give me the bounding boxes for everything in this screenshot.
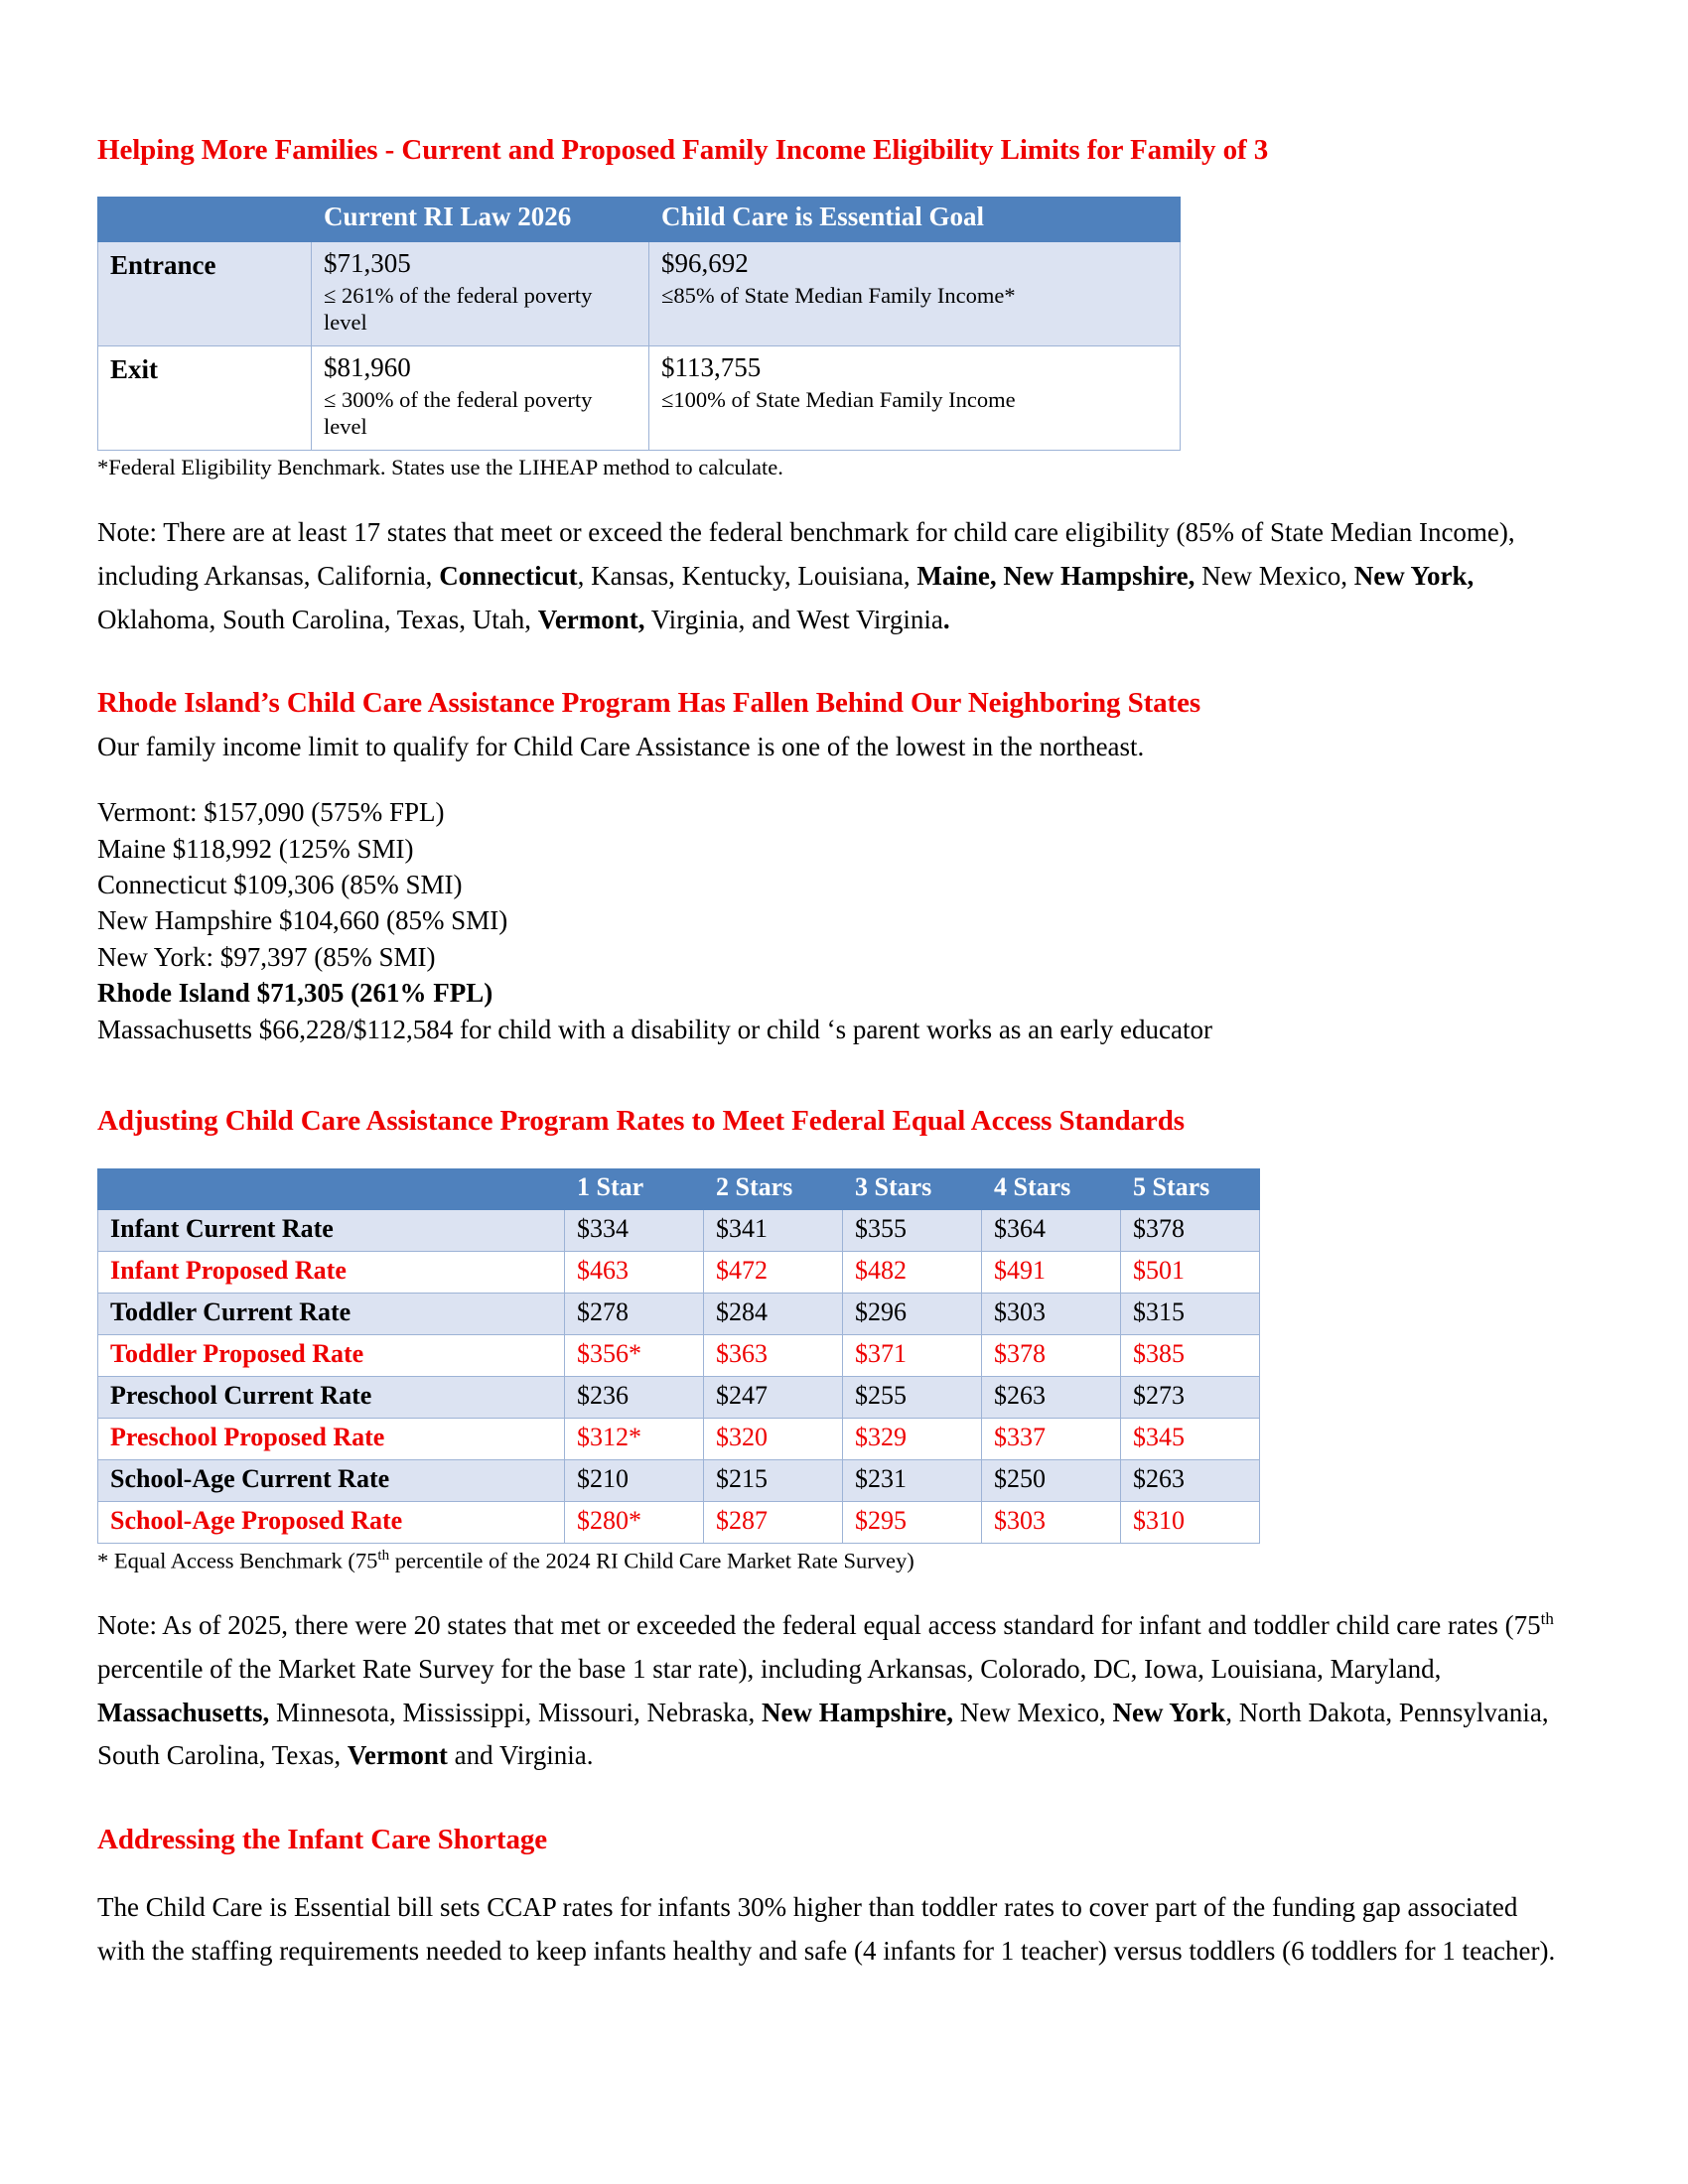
rates-cell-value: $280*	[565, 1501, 704, 1543]
table-row	[98, 1501, 1260, 1543]
state-income-limit-line: Massachusetts $66,228/$112,584 for child with a disability or child ‘s parent works as an early educator	[97, 1014, 1212, 1044]
rates-row-label: Infant Proposed Rate	[98, 1251, 565, 1293]
eligibility-col-header-current-law: Current RI Law 2026	[312, 198, 649, 242]
rates-cell-value: $287	[704, 1501, 843, 1543]
rates-cell-value: $482	[843, 1251, 982, 1293]
rates-col-header-blank	[98, 1168, 565, 1209]
rates-cell-value: $215	[704, 1459, 843, 1501]
state-income-limit-line: New York: $97,397 (85% SMI)	[97, 941, 436, 972]
section-heading-helping-more-families: Helping More Families - Current and Proposed Family Income Eligibility Limits for Family of 3	[97, 134, 1269, 166]
rates-row-label: Infant Current Rate	[98, 1209, 565, 1251]
rates-cell-value: $278	[565, 1293, 704, 1334]
state-income-limit-line: New Hampshire $104,660 (85% SMI)	[97, 905, 508, 936]
rates-cell-value: $463	[565, 1251, 704, 1293]
amount-note: ≤85% of State Median Family Income*	[661, 283, 1016, 309]
amount-note: ≤ 261% of the federal poverty level	[324, 283, 593, 336]
rates-row-label: Toddler Proposed Rate	[98, 1334, 565, 1376]
rates-cell-value: $378	[982, 1334, 1121, 1376]
eligibility-exit-goal	[649, 346, 1181, 451]
rates-cell-value: $247	[704, 1376, 843, 1418]
spacer	[97, 1139, 1559, 1168]
note-text-run: percentile of the Market Rate Survey for the base 1 star rate), including Arkansas, Colorado, DC, Iowa, Louisiana, Maryland,	[97, 1653, 1442, 1684]
rates-cell-value: $310	[1121, 1501, 1260, 1543]
note-17-states-paragraph	[97, 511, 1559, 641]
emphasis-state-name: New Hampshire,	[762, 1697, 953, 1727]
spacer	[97, 167, 1559, 197]
amount-note: ≤100% of State Median Family Income	[661, 387, 1016, 413]
state-income-limit-line: Rhode Island $71,305 (261% FPL)	[97, 978, 493, 1009]
rates-cell-value: $296	[843, 1293, 982, 1334]
eligibility-entrance-current	[312, 242, 649, 346]
note-text-run: New Mexico,	[953, 1697, 1113, 1727]
rates-cell-value: $236	[565, 1376, 704, 1418]
rates-cell-value: $284	[704, 1293, 843, 1334]
spacer	[97, 481, 1559, 511]
fallen-behind-subtext: Our family income limit to qualify for Child Care Assistance is one of the lowest in the northeast.	[97, 731, 1145, 761]
spacer	[97, 764, 1559, 794]
section-heading-infant-care-shortage: Addressing the Infant Care Shortage	[97, 1824, 548, 1856]
rates-cell-value: $329	[843, 1418, 982, 1459]
rates-cell-value: $371	[843, 1334, 982, 1376]
rates-cell-value: $303	[982, 1501, 1121, 1543]
state-income-limit-line: Vermont: $157,090 (575% FPL)	[97, 797, 445, 828]
note-text-run: Virginia, and West Virginia	[644, 604, 943, 634]
infant-care-shortage-paragraph: The Child Care is Essential bill sets CCAP rates for infants 30% higher than toddler rates to cover part of the funding gap associated with the staffing requirements needed to keep infants healthy and safe (4 infants for 1 teacher) versus toddlers (6 toddlers for 1 teacher).	[97, 1892, 1556, 1967]
emphasis-state-name: Vermont	[347, 1740, 448, 1771]
eligibility-exit-current	[312, 346, 649, 451]
table-row	[98, 1251, 1260, 1293]
spacer	[97, 1047, 1559, 1105]
note-text-run: and Virginia.	[447, 1740, 594, 1771]
eligibility-row-label-exit: Exit	[98, 346, 312, 451]
rates-row-label: School-Age Proposed Rate	[98, 1501, 565, 1543]
rates-cell-value: $491	[982, 1251, 1121, 1293]
amount-value: $113,755	[661, 352, 762, 383]
footnote-ordinal-sup: th	[377, 1547, 390, 1564]
table-header-row	[98, 1168, 1260, 1209]
rates-cell-value: $273	[1121, 1376, 1260, 1418]
rates-cell-value: $210	[565, 1459, 704, 1501]
eligibility-entrance-goal	[649, 242, 1181, 346]
table-row	[98, 1418, 1260, 1459]
rates-row-label: Toddler Current Rate	[98, 1293, 565, 1334]
rates-cell-value: $337	[982, 1418, 1121, 1459]
rates-table-footnote	[97, 1544, 1559, 1575]
note-text-run: Oklahoma, South Carolina, Texas, Utah,	[97, 604, 538, 634]
note-20-states-paragraph	[97, 1604, 1559, 1778]
eligibility-col-header-blank	[98, 198, 312, 242]
rates-cell-value: $363	[704, 1334, 843, 1376]
rates-col-header-star-3: 3 Stars	[843, 1168, 982, 1209]
amount-note: ≤ 300% of the federal poverty level	[324, 387, 593, 440]
eligibility-table-head	[98, 198, 1181, 242]
rates-cell-value: $345	[1121, 1418, 1260, 1459]
rates-row-label: Preschool Current Rate	[98, 1376, 565, 1418]
eligibility-col-header-goal: Child Care is Essential Goal	[649, 198, 1181, 242]
rates-col-header-star-1: 1 Star	[565, 1168, 704, 1209]
table-row	[98, 1334, 1260, 1376]
table-row	[98, 242, 1181, 346]
rates-cell-value: $334	[565, 1209, 704, 1251]
rates-cell-value: $501	[1121, 1251, 1260, 1293]
amount-value: $96,692	[661, 248, 749, 279]
rates-cell-value: $263	[1121, 1459, 1260, 1501]
table-row	[98, 1209, 1260, 1251]
amount-value: $71,305	[324, 248, 411, 279]
eligibility-table-footnote: *Federal Eligibility Benchmark. States use the LIHEAP method to calculate.	[97, 455, 783, 480]
rates-row-label: School-Age Current Rate	[98, 1459, 565, 1501]
emphasis-state-name: New York,	[1353, 560, 1475, 591]
rates-col-header-star-2: 2 Stars	[704, 1168, 843, 1209]
rates-cell-value: $315	[1121, 1293, 1260, 1334]
eligibility-table-body	[98, 242, 1181, 451]
ccap-rates-table	[97, 1168, 1260, 1544]
rates-cell-value: $255	[843, 1376, 982, 1418]
rates-row-label: Preschool Proposed Rate	[98, 1418, 565, 1459]
note-text-run: Note: There are at least 17 states that meet or exceed the federal benchmark for child care eligibility (85% of State Median Income), including Arkansas, California,	[97, 517, 1515, 591]
rates-col-header-star-4: 4 Stars	[982, 1168, 1121, 1209]
table-row	[98, 1376, 1260, 1418]
section-heading-fallen-behind: Rhode Island’s Child Care Assistance Program Has Fallen Behind Our Neighboring States	[97, 687, 1201, 720]
eligibility-limits-table	[97, 197, 1181, 451]
rates-cell-value: $263	[982, 1376, 1121, 1418]
rates-table-head	[98, 1168, 1260, 1209]
footnote-text-pre: * Equal Access Benchmark (75	[97, 1548, 378, 1573]
rates-cell-value: $303	[982, 1293, 1121, 1334]
state-income-limit-line: Maine $118,992 (125% SMI)	[97, 833, 414, 864]
rates-cell-value: $312*	[565, 1418, 704, 1459]
spacer	[97, 1856, 1559, 1886]
rates-cell-value: $385	[1121, 1334, 1260, 1376]
amount-value: $81,960	[324, 352, 411, 383]
spacer	[97, 1574, 1559, 1604]
rates-cell-value: $364	[982, 1209, 1121, 1251]
rates-cell-value: $378	[1121, 1209, 1260, 1251]
emphasis-state-name: Massachusetts,	[97, 1697, 270, 1727]
rates-table-body	[98, 1209, 1260, 1543]
rates-cell-value: $250	[982, 1459, 1121, 1501]
footnote-text-post: percentile of the 2024 RI Child Care Market Rate Survey)	[389, 1548, 914, 1573]
ordinal-sup: th	[1540, 1609, 1554, 1629]
spacer	[97, 641, 1559, 687]
spacer	[97, 1778, 1559, 1824]
rates-cell-value: $320	[704, 1418, 843, 1459]
note-text-run: , North Dakota, Pennsylvania, South Carolina, Texas,	[97, 1697, 1549, 1771]
emphasis-state-name: Maine, New Hampshire,	[916, 560, 1196, 591]
table-row	[98, 1459, 1260, 1501]
rates-cell-value: $355	[843, 1209, 982, 1251]
rates-cell-value: $472	[704, 1251, 843, 1293]
note-text-run: Note: As of 2025, there were 20 states that met or exceeded the federal equal access standard for infant and toddler child care rates (75	[97, 1610, 1541, 1641]
note-text-run: New Mexico,	[1195, 560, 1354, 591]
note-text-run: , Kansas, Kentucky, Louisiana,	[577, 560, 917, 591]
table-row	[98, 1293, 1260, 1334]
emphasis-state-name: .	[942, 604, 950, 634]
section-heading-adjusting-rates: Adjusting Child Care Assistance Program Rates to Meet Federal Equal Access Standards	[97, 1105, 1185, 1138]
emphasis-state-name: New York	[1112, 1697, 1226, 1727]
eligibility-row-label-entrance: Entrance	[98, 242, 312, 346]
rates-cell-value: $341	[704, 1209, 843, 1251]
state-income-limit-line: Connecticut $109,306 (85% SMI)	[97, 870, 463, 900]
emphasis-state-name: Connecticut	[439, 560, 578, 591]
emphasis-state-name: Vermont,	[537, 604, 645, 634]
rates-cell-value: $356*	[565, 1334, 704, 1376]
rates-cell-value: $231	[843, 1459, 982, 1501]
note-text-run: Minnesota, Mississippi, Missouri, Nebraska,	[269, 1697, 762, 1727]
table-header-row	[98, 198, 1181, 242]
rates-cell-value: $295	[843, 1501, 982, 1543]
table-row	[98, 346, 1181, 451]
neighboring-states-list	[97, 794, 1559, 1047]
rates-col-header-star-5: 5 Stars	[1121, 1168, 1260, 1209]
